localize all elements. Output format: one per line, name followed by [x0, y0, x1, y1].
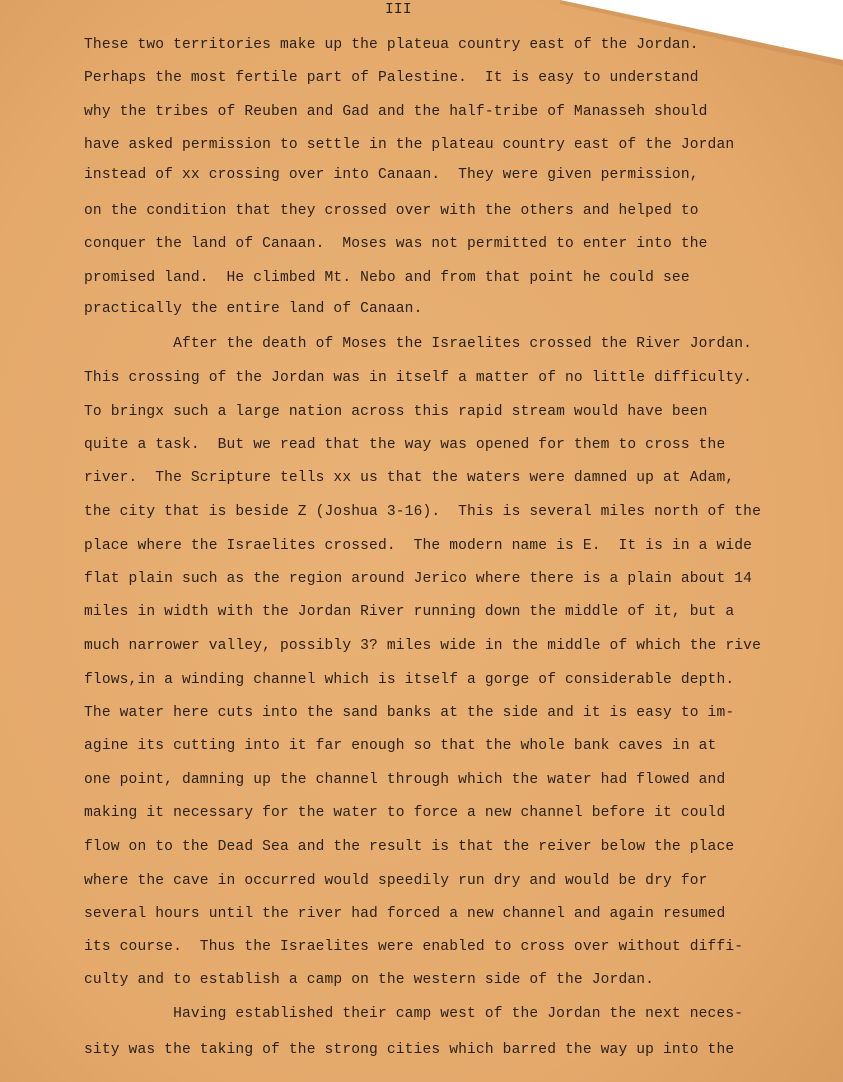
- text-line: After the death of Moses the Israelites crossed the River Jordan.: [84, 336, 753, 352]
- text-line: sity was the taking of the strong cities which barred the way up into the: [84, 1042, 735, 1058]
- text-line: the city that is beside Z (Joshua 3-16). This is several miles north of the: [84, 504, 761, 520]
- text-line: flows,in a winding channel which is itself a gorge of considerable depth.: [84, 672, 735, 688]
- text-line: conquer the land of Canaan. Moses was not permitted to enter into the: [84, 236, 708, 252]
- text-line: instead of xx crossing over into Canaan. They were given permission,: [84, 167, 699, 183]
- text-line: This crossing of the Jordan was in itself a matter of no little difficulty.: [84, 370, 753, 386]
- text-line: its course. Thus the Israelites were enabled to cross over without diffi-: [84, 939, 744, 955]
- text-line: promised land. He climbed Mt. Nebo and from that point he could see: [84, 270, 690, 286]
- text-line: miles in width with the Jordan River running down the middle of it, but a: [84, 604, 735, 620]
- text-line: place where the Israelites crossed. The modern name is E. It is in a wide: [84, 538, 753, 554]
- text-line: making it necessary for the water to force a new channel before it could: [84, 805, 726, 821]
- text-line: why the tribes of Reuben and Gad and the half-tribe of Manasseh should: [84, 104, 708, 120]
- text-line: culty and to establish a camp on the western side of the Jordan.: [84, 972, 655, 988]
- text-line: one point, damning up the channel through which the water had flowed and: [84, 772, 726, 788]
- text-line: river. The Scripture tells xx us that the waters were damned up at Adam,: [84, 470, 735, 486]
- text-line: practically the entire land of Canaan.: [84, 301, 423, 317]
- text-line: flat plain such as the region around Jerico where there is a plain about 14: [84, 571, 753, 587]
- text-line: These two territories make up the plateua country east of the Jordan.: [84, 37, 699, 53]
- text-line: where the cave in occurred would speedily run dry and would be dry for: [84, 873, 708, 889]
- text-line: quite a task. But we read that the way was opened for them to cross the: [84, 437, 726, 453]
- page-number: III: [385, 2, 412, 18]
- text-line: Perhaps the most fertile part of Palestine. It is easy to understand: [84, 70, 699, 86]
- text-line: Having established their camp west of the Jordan the next neces-: [84, 1006, 744, 1022]
- text-line: agine its cutting into it far enough so that the whole bank caves in at: [84, 738, 717, 754]
- text-line: The water here cuts into the sand banks at the side and it is easy to im-: [84, 705, 735, 721]
- text-line: have asked permission to settle in the plateau country east of the Jordan: [84, 137, 735, 153]
- text-line: much narrower valley, possibly 3? miles wide in the middle of which the rive: [84, 638, 761, 654]
- text-line: several hours until the river had forced a new channel and again resumed: [84, 906, 726, 922]
- text-line: on the condition that they crossed over with the others and helped to: [84, 203, 699, 219]
- text-line: To bringx such a large nation across this rapid stream would have been: [84, 404, 708, 420]
- text-line: flow on to the Dead Sea and the result is that the reiver below the place: [84, 839, 735, 855]
